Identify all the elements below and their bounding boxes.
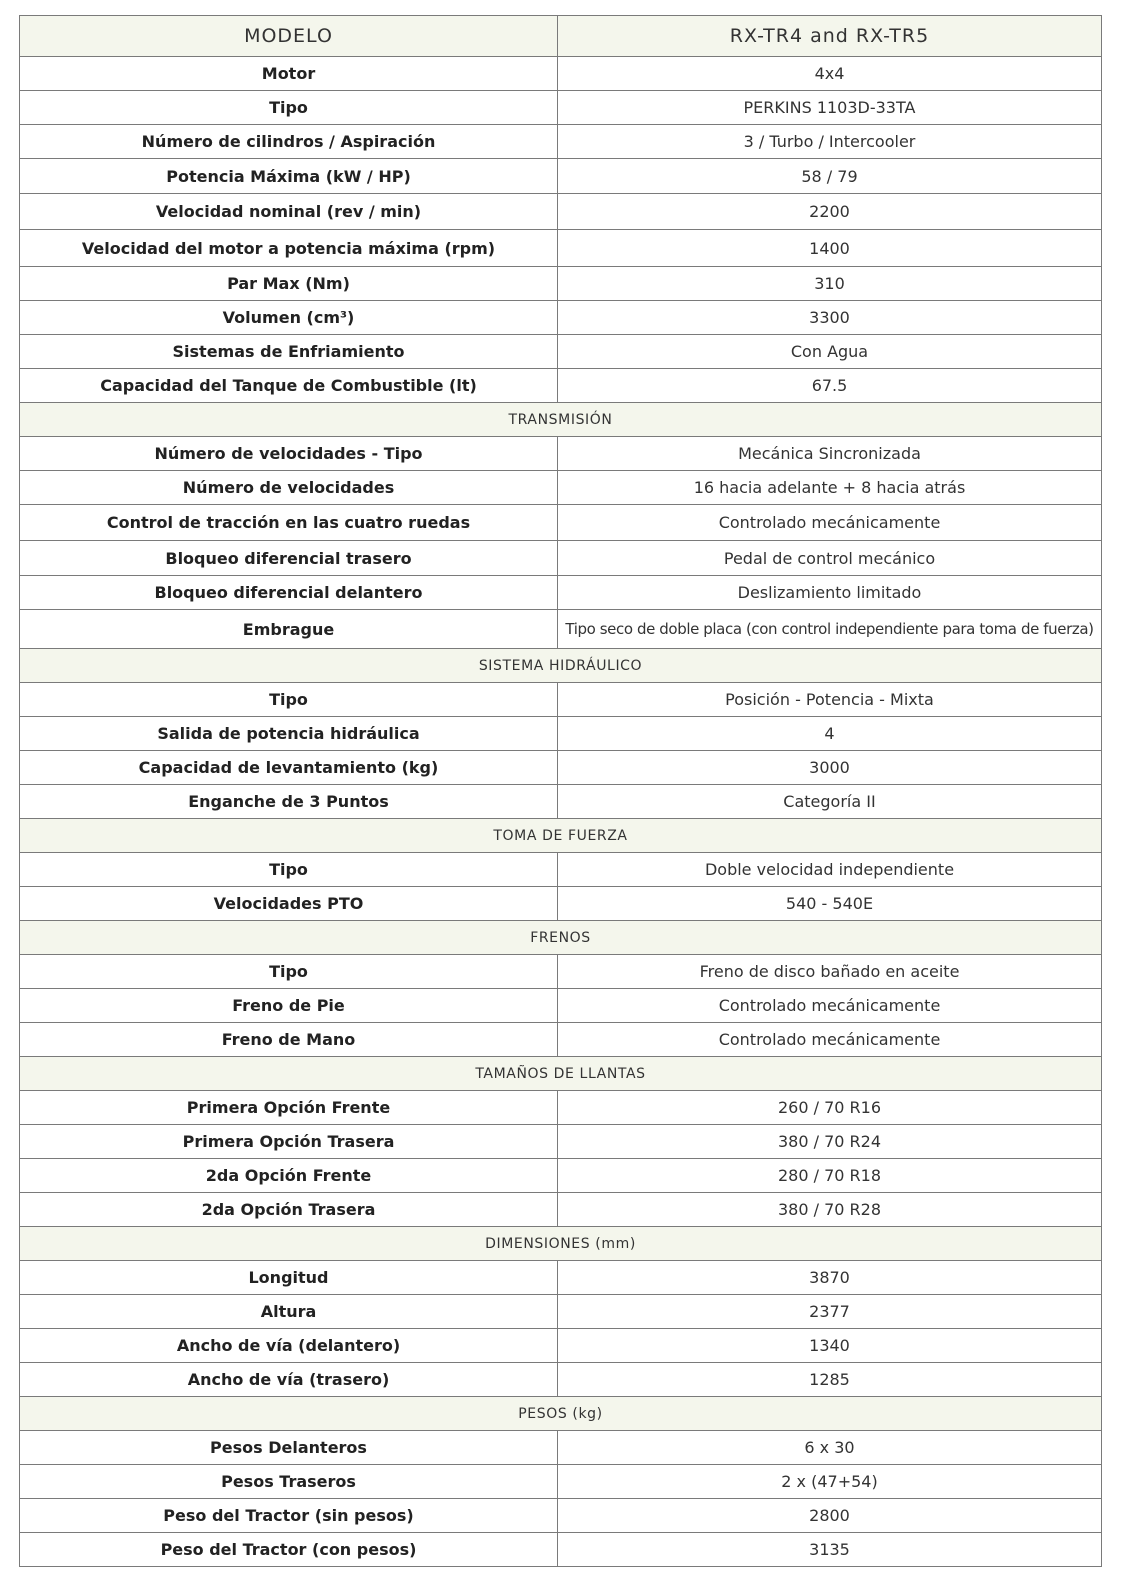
spec-row bbox=[20, 717, 1102, 751]
spec-value: 3 / Turbo / Intercooler bbox=[558, 125, 1102, 159]
spec-label: Número de cilindros / Aspiración bbox=[20, 125, 558, 159]
spec-label: 2da Opción Frente bbox=[20, 1159, 558, 1193]
spec-row bbox=[20, 57, 1102, 91]
spec-row bbox=[20, 751, 1102, 785]
spec-value: Mecánica Sincronizada bbox=[558, 437, 1102, 471]
spec-value: 260 / 70 R16 bbox=[558, 1091, 1102, 1125]
spec-value: 540 - 540E bbox=[558, 887, 1102, 921]
spec-value: Controlado mecánicamente bbox=[558, 989, 1102, 1023]
section-header-row bbox=[20, 403, 1102, 437]
spec-value: 3870 bbox=[558, 1261, 1102, 1295]
spec-label: 2da Opción Trasera bbox=[20, 1193, 558, 1227]
spec-table-body bbox=[20, 16, 1102, 1567]
spec-row bbox=[20, 955, 1102, 989]
spec-row bbox=[20, 1159, 1102, 1193]
section-title: PESOS (kg) bbox=[20, 1397, 1102, 1431]
spec-value: Deslizamiento limitado bbox=[558, 576, 1102, 610]
spec-label: Ancho de vía (trasero) bbox=[20, 1363, 558, 1397]
spec-label: Volumen (cm³) bbox=[20, 301, 558, 335]
spec-value: Controlado mecánicamente bbox=[558, 1023, 1102, 1057]
spec-value: 67.5 bbox=[558, 369, 1102, 403]
spec-value: 1400 bbox=[558, 230, 1102, 267]
model-value: RX-TR4 and RX-TR5 bbox=[558, 16, 1102, 57]
section-title: DIMENSIONES (mm) bbox=[20, 1227, 1102, 1261]
spec-value: 2200 bbox=[558, 194, 1102, 230]
spec-label: Peso del Tractor (con pesos) bbox=[20, 1533, 558, 1567]
spec-label: Tipo bbox=[20, 955, 558, 989]
section-header-row bbox=[20, 1397, 1102, 1431]
spec-label: Bloqueo diferencial delantero bbox=[20, 576, 558, 610]
spec-row bbox=[20, 1295, 1102, 1329]
spec-value: 16 hacia adelante + 8 hacia atrás bbox=[558, 471, 1102, 505]
spec-row bbox=[20, 194, 1102, 230]
spec-label: Freno de Pie bbox=[20, 989, 558, 1023]
spec-row bbox=[20, 1533, 1102, 1567]
spec-row bbox=[20, 853, 1102, 887]
spec-value: 2377 bbox=[558, 1295, 1102, 1329]
spec-label: Primera Opción Frente bbox=[20, 1091, 558, 1125]
spec-value: 2800 bbox=[558, 1499, 1102, 1533]
spec-row bbox=[20, 887, 1102, 921]
spec-table bbox=[19, 15, 1102, 1567]
spec-row bbox=[20, 610, 1102, 649]
spec-label: Sistemas de Enfriamiento bbox=[20, 335, 558, 369]
spec-value: 2 x (47+54) bbox=[558, 1465, 1102, 1499]
section-title: SISTEMA HIDRÁULICO bbox=[20, 649, 1102, 683]
spec-row bbox=[20, 91, 1102, 125]
spec-row bbox=[20, 785, 1102, 819]
spec-row bbox=[20, 1023, 1102, 1057]
spec-value: 4 bbox=[558, 717, 1102, 751]
spec-label: Longitud bbox=[20, 1261, 558, 1295]
spec-label: Peso del Tractor (sin pesos) bbox=[20, 1499, 558, 1533]
spec-row bbox=[20, 301, 1102, 335]
spec-value: 58 / 79 bbox=[558, 159, 1102, 194]
spec-value: 380 / 70 R28 bbox=[558, 1193, 1102, 1227]
spec-value: Pedal de control mecánico bbox=[558, 541, 1102, 576]
spec-label: Número de velocidades - Tipo bbox=[20, 437, 558, 471]
spec-row bbox=[20, 1329, 1102, 1363]
spec-row bbox=[20, 369, 1102, 403]
spec-label: Enganche de 3 Puntos bbox=[20, 785, 558, 819]
spec-label: Pesos Traseros bbox=[20, 1465, 558, 1499]
spec-label: Embrague bbox=[20, 610, 558, 649]
spec-row bbox=[20, 576, 1102, 610]
spec-label: Número de velocidades bbox=[20, 471, 558, 505]
spec-value: Con Agua bbox=[558, 335, 1102, 369]
spec-label: Capacidad de levantamiento (kg) bbox=[20, 751, 558, 785]
spec-label: Par Max (Nm) bbox=[20, 267, 558, 301]
section-title: TOMA DE FUERZA bbox=[20, 819, 1102, 853]
spec-value: 3135 bbox=[558, 1533, 1102, 1567]
spec-label: Pesos Delanteros bbox=[20, 1431, 558, 1465]
spec-label: Freno de Mano bbox=[20, 1023, 558, 1057]
spec-row bbox=[20, 159, 1102, 194]
section-header-row bbox=[20, 1227, 1102, 1261]
spec-row bbox=[20, 1091, 1102, 1125]
section-header-row bbox=[20, 649, 1102, 683]
section-title: TRANSMISIÓN bbox=[20, 403, 1102, 437]
spec-value: 6 x 30 bbox=[558, 1431, 1102, 1465]
spec-label: Capacidad del Tanque de Combustible (lt) bbox=[20, 369, 558, 403]
spec-row bbox=[20, 1363, 1102, 1397]
spec-value: Categoría II bbox=[558, 785, 1102, 819]
spec-label: Control de tracción en las cuatro ruedas bbox=[20, 505, 558, 541]
spec-label: Salida de potencia hidráulica bbox=[20, 717, 558, 751]
spec-value: PERKINS 1103D-33TA bbox=[558, 91, 1102, 125]
spec-label: Potencia Máxima (kW / HP) bbox=[20, 159, 558, 194]
spec-value: Controlado mecánicamente bbox=[558, 505, 1102, 541]
section-header-row bbox=[20, 819, 1102, 853]
spec-label: Motor bbox=[20, 57, 558, 91]
spec-row bbox=[20, 335, 1102, 369]
spec-row bbox=[20, 125, 1102, 159]
spec-label: Primera Opción Trasera bbox=[20, 1125, 558, 1159]
section-title: FRENOS bbox=[20, 921, 1102, 955]
spec-value: 280 / 70 R18 bbox=[558, 1159, 1102, 1193]
spec-label: Ancho de vía (delantero) bbox=[20, 1329, 558, 1363]
spec-value: 310 bbox=[558, 267, 1102, 301]
spec-label: Tipo bbox=[20, 91, 558, 125]
spec-row bbox=[20, 471, 1102, 505]
spec-row bbox=[20, 541, 1102, 576]
spec-row bbox=[20, 1125, 1102, 1159]
spec-label: Velocidades PTO bbox=[20, 887, 558, 921]
section-header-row bbox=[20, 1057, 1102, 1091]
spec-row bbox=[20, 230, 1102, 267]
spec-value: 1340 bbox=[558, 1329, 1102, 1363]
spec-row bbox=[20, 1431, 1102, 1465]
spec-row bbox=[20, 683, 1102, 717]
spec-value: 4x4 bbox=[558, 57, 1102, 91]
spec-label: Altura bbox=[20, 1295, 558, 1329]
spec-row bbox=[20, 505, 1102, 541]
spec-label: Tipo bbox=[20, 683, 558, 717]
model-label: MODELO bbox=[20, 16, 558, 57]
spec-label: Velocidad del motor a potencia máxima (rpm) bbox=[20, 230, 558, 267]
header-row bbox=[20, 16, 1102, 57]
section-header-row bbox=[20, 921, 1102, 955]
spec-row bbox=[20, 1193, 1102, 1227]
spec-value: 3300 bbox=[558, 301, 1102, 335]
section-title: TAMAÑOS DE LLANTAS bbox=[20, 1057, 1102, 1091]
spec-value: Posición - Potencia - Mixta bbox=[558, 683, 1102, 717]
spec-label: Tipo bbox=[20, 853, 558, 887]
spec-row bbox=[20, 437, 1102, 471]
spec-row bbox=[20, 1261, 1102, 1295]
spec-row bbox=[20, 267, 1102, 301]
spec-value: 380 / 70 R24 bbox=[558, 1125, 1102, 1159]
spec-row bbox=[20, 989, 1102, 1023]
spec-label: Velocidad nominal (rev / min) bbox=[20, 194, 558, 230]
spec-value: Doble velocidad independiente bbox=[558, 853, 1102, 887]
spec-row bbox=[20, 1499, 1102, 1533]
spec-row bbox=[20, 1465, 1102, 1499]
spec-value: Tipo seco de doble placa (con control independiente para toma de fuerza) bbox=[558, 610, 1102, 649]
spec-value: 3000 bbox=[558, 751, 1102, 785]
spec-label: Bloqueo diferencial trasero bbox=[20, 541, 558, 576]
spec-value: Freno de disco bañado en aceite bbox=[558, 955, 1102, 989]
spec-value: 1285 bbox=[558, 1363, 1102, 1397]
